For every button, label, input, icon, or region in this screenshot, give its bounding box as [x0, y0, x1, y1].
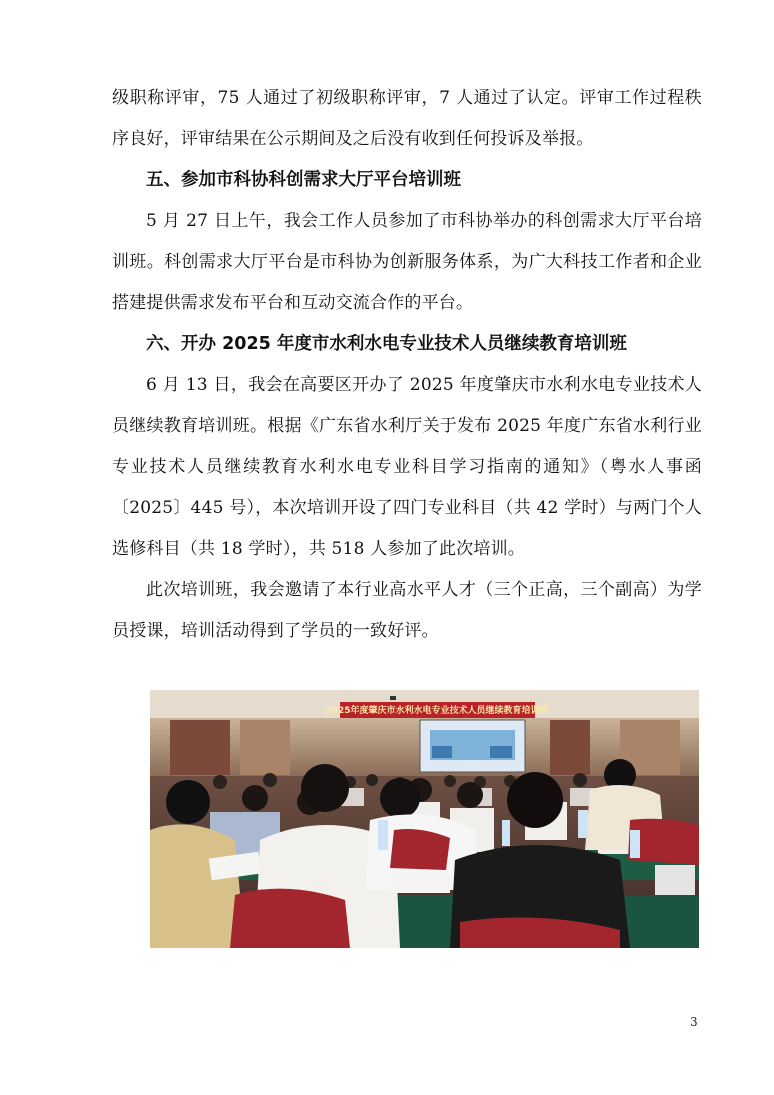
- paragraph-continuation: 级职称评审，75 人通过了初级职称评审，7 人通过了认定。评审工作过程秩序良好，评审结果在公示期间及之后没有收到任何投诉及举报。: [112, 88, 702, 149]
- section-6-heading: 六、开办 2025 年度市水利水电专业技术人员继续教育培训班: [146, 334, 627, 354]
- section-6-body-1: 6 月 13 日，我会在高要区开办了 2025 年度肇庆市水利水电专业技术人员继续教育培训班。根据《广东省水利厅关于发布 2025 年度广东省水利行业专业技术人员继续教育水利水电专业科目学习指南的通知》（粤水人事函〔2025〕445 号），本次培训开设了四门专业科目（共 42 学时）与两门个人选修科目（共 18 学时），共 518 人参加了此次培训。: [112, 375, 702, 559]
- training-class-photo: [150, 690, 699, 948]
- section-5-heading: 五、参加市科协科创需求大厅平台培训班: [146, 170, 461, 190]
- banner-text: 2025年度肇庆市水利水电专业技术人员继续教育培训班: [325, 706, 549, 716]
- section-5-body: 5 月 27 日上午，我会工作人员参加了市科协举办的科创需求大厅平台培训班。科创需求大厅平台是市科协为创新服务体系，为广大科技工作者和企业搭建提供需求发布平台和互动交流合作的平台。: [112, 211, 702, 313]
- section-6-body-2: 此次培训班，我会邀请了本行业高水平人才（三个正高，三个副高）为学员授课，培训活动得到了学员的一致好评。: [112, 580, 702, 641]
- document-body: [112, 78, 702, 652]
- photo-illustration: [150, 690, 699, 948]
- page-number: 3: [690, 1015, 698, 1029]
